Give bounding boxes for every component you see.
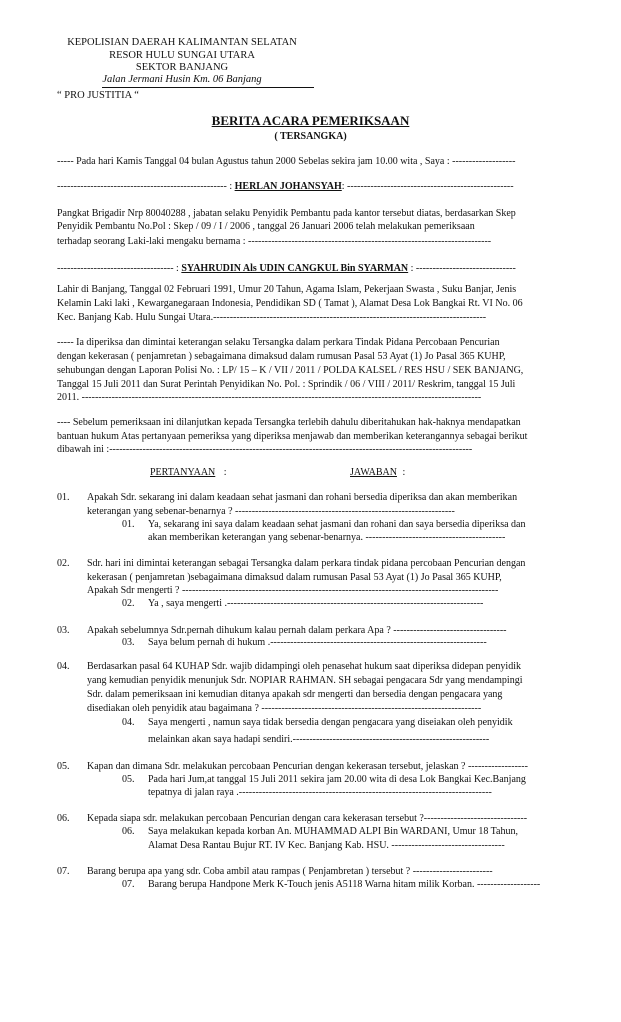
qa-01-answer-line-1: Ya, sekarang ini saya dalam keadaan sehat jasmani dan rohani dan saya bersedia diperiksa dan [148,519,526,530]
qa-07-question-line-1: Barang berupa apa yang sdr. Coba ambil atau rampas ( Penjambretan ) tersebut ? ------------------------ [87,866,493,877]
examiner-dashes-left: --------------------------------------------------- : [57,181,235,192]
qa-04-answer-line-1: Saya mengerti , namun saya tidak bersedia dengan pengacara yang diseiakan oleh penyidik [148,717,513,728]
question-heading-label: PERTANYAAN [150,467,216,478]
qa-05-question-line-1: Kapan dan dimana Sdr. melakukan percobaan Pencurian dengan kekerasan tersebut, jelaskan ? ------------------ [87,761,528,772]
qa-02-question-line-2: kekerasan ( penjamretan )sebagaimana dimaksud dalam rumusan Pasal 53 Ayat (1) Jo Pasal 365 KUHP, [87,572,502,583]
qa-07-answer-number: 07. [122,879,135,890]
rights-line-1: ---- Sebelum pemeriksaan ini dilanjutkan kepada Tersangka terlebih dahulu diberitahukan hak-haknya mendapatkan [57,417,521,428]
identity-line-1: Lahir di Banjang, Tanggal 02 Februari 1991, Umur 20 Tahun, Agama Islam, Pekerjaan Swasta , Suku Banjar, Jenis [57,284,517,295]
suspect-dashes-left: ----------------------------------- : [57,263,182,274]
qa-05-answer-line-1: Pada hari Jum,at tanggal 15 Juli 2011 sekira jam 20.00 wita di desa Lok Bangkai Kec.Banjang [148,774,526,785]
qa-05-question-number: 05. [57,761,70,772]
opening-line-4: Penyidik Pembantu No.Pol : Skep / 09 / I / 2006 , tanggal 26 Januari 2006 telah melakukan pemeriksaan [57,221,475,232]
case-line-4: Tanggal 15 Juli 2011 dan Surat Perintah Penyidikan No. Pol. : Sprindik / 06 / VIII / 2011/ Reskrim, tanggal 15 Juli [57,379,516,390]
header-institution: KEPOLISIAN DAERAH KALIMANTAN SELATAN [67,37,297,48]
suspect-name: SYAHRUDIN Als UDIN CANGKUL Bin SYARMAN [181,263,409,274]
qa-06-answer-number: 06. [122,826,135,837]
qa-02-question-line-3: Apakah Sdr mengerti ? ----------------------------------------------------------------------------------------------- [87,585,499,596]
qa-05-answer-number: 05. [122,774,135,785]
qa-02-question-line-1: Sdr. hari ini dimintai keterangan sebagai Tersangka dalam perkara tindak pidana percobaan Pencurian dengan [87,558,526,569]
qa-04-answer-number: 04. [122,717,135,728]
qa-06-question-number: 06. [57,813,70,824]
case-line-5: 2011. ------------------------------------------------------------------------------------------------------------------------ [57,392,482,403]
qa-06-answer-line-1: Saya melakukan kepada korban An. MUHAMMAD ALPI Bin WARDANI, Umur 18 Tahun, [148,826,518,837]
pro-justitia: “ PRO JUSTITIA “ [57,90,139,101]
qa-01-answer-line-2: akan memberikan keterangan yang sebenar-benarnya. ------------------------------------------ [148,532,506,543]
qa-01-question-line-1: Apakah Sdr. sekarang ini dalam keadaan sehat jasmani dan rohani bersedia diperiksa dan akan memberikan [87,492,518,503]
qa-04-question-line-4: disediakan oleh penyidik atau bagaimana ? ------------------------------------------------------------------ [87,703,482,714]
qa-03-question-line-1: Apakah sebelumnya Sdr.pernah dihukum kalau pernah dalam perkara Apa ? ---------------------------------- [87,625,507,636]
qa-01-answer-number: 01. [122,519,135,530]
document-subtitle: ( TERSANGKA) [274,131,347,142]
qa-01-question-number: 01. [57,492,70,503]
examiner-name: HERLAN JOHANSYAH [234,181,342,192]
qa-03-answer-number: 03. [122,637,135,648]
question-heading-colon: : [223,467,227,478]
rights-line-3: dibawah ini :------------------------------------------------------------------------------------------------------------- [57,444,473,455]
suspect-dashes-right: : ------------------------------ [408,263,516,274]
answer-heading-label: JAWABAN [350,467,397,478]
suspect-line [57,262,591,275]
qa-02-question-number: 02. [57,558,70,569]
examiner-dashes-right: : -------------------------------------------------- [341,181,514,192]
qa-04-question-number: 04. [57,661,70,672]
opening-line-3: Pangkat Brigadir Nrp 80040288 , jabatan selaku Penyidik Pembantu pada kantor tersebut diatas, berdasarkan Skep [57,208,516,219]
qa-04-question-line-1: Berdasarkan pasal 64 KUHAP Sdr. wajib didampingi oleh penasehat hukum saat diperiksa didepan penyidik [87,661,521,672]
header-underline [102,87,314,88]
answer-heading-colon: : [402,467,406,478]
qa-04-question-line-3: Sdr. dalam pemeriksaan ini kemudian ditanya apakah sdr mengerti dan bersedia dengan pengacara yang [87,689,503,700]
qa-07-answer-line-1: Barang berupa Handpone Merk K-Touch jenis A5118 Warna hitam milik Korban. ------------------- [148,879,541,890]
qa-01-question-line-2: keterangan yang sebenar-benarnya ? ------------------------------------------------------------------ [87,506,455,517]
examiner-line [57,180,587,193]
case-line-1: ----- Ia diperiksa dan dimintai keterangan selaku Tersangka dalam perkara Tindak Pidana Percobaan Pencurian [57,337,500,348]
qa-02-answer-number: 02. [122,598,135,609]
document-title: BERITA ACARA PEMERIKSAAN [211,113,410,128]
qa-02-answer-line-1: Ya , saya mengerti .----------------------------------------------------------------------------- [148,598,484,609]
qa-05-answer-line-2: tepatnya di jalan raya .---------------------------------------------------------------------------- [148,787,492,798]
header-resort: RESOR HULU SUNGAI UTARA [109,50,255,61]
qa-04-answer-line-2: melainkan akan saya hadapi sendiri.----------------------------------------------------------- [148,734,490,745]
question-heading [150,466,227,479]
qa-03-answer-line-1: Saya belum pernah di hukum .----------------------------------------------------------------- [148,637,487,648]
opening-line-5: terhadap seorang Laki-laki mengaku bernama : ------------------------------------------------------------------------- [57,236,492,247]
qa-04-question-line-2: yang kemudian penyidik menunjuk Sdr. NOPIAR RAHMAN. SH sebagai pengacara Sdr yang mendampingi [87,675,523,686]
opening-line-1: ----- Pada hari Kamis Tanggal 04 bulan Agustus tahun 2000 Sebelas sekira jam 10.00 wita , Saya : ------------------- [57,156,516,167]
case-line-2: dengan kekerasan ( penjamretan ) sebagaimana dimaksud dalam rumusan Pasal 53 Ayat (1) Jo Pasal 365 KUHP, [57,351,506,362]
answer-heading [350,466,405,479]
identity-line-2: Kelamin Laki laki , Kewarganegaraan Indonesia, Pendidikan SD ( Tamat ), Alamat Desa Lok Bangkai Rt. VI No. 06 [57,298,523,309]
qa-06-answer-line-2: Alamat Desa Rantau Bujur RT. IV Kec. Banjang Kab. HSU. ---------------------------------- [148,840,505,851]
qa-06-question-line-1: Kepada siapa sdr. melakukan percobaan Pencurian dengan cara kekerasan tersebut ?------------------------------- [87,813,528,824]
identity-line-3: Kec. Banjang Kab. Hulu Sungai Utara.---------------------------------------------------------------------------------- [57,312,487,323]
qa-07-question-number: 07. [57,866,70,877]
qa-03-question-number: 03. [57,625,70,636]
rights-line-2: bantuan hukum Atas pertanyaan pemeriksa yang diperiksa menjawab dan memberikan keterangannya sebagai berikut [57,431,528,442]
case-line-3: sehubungan dengan Laporan Polisi No. : LP/ 15 – K / VII / 2011 / POLDA KALSEL / RES HSU / SEK BANJANG, [57,365,524,376]
header-address: Jalan Jermani Husin Km. 06 Banjang [102,74,262,85]
header-sector: SEKTOR BANJANG [135,62,229,73]
